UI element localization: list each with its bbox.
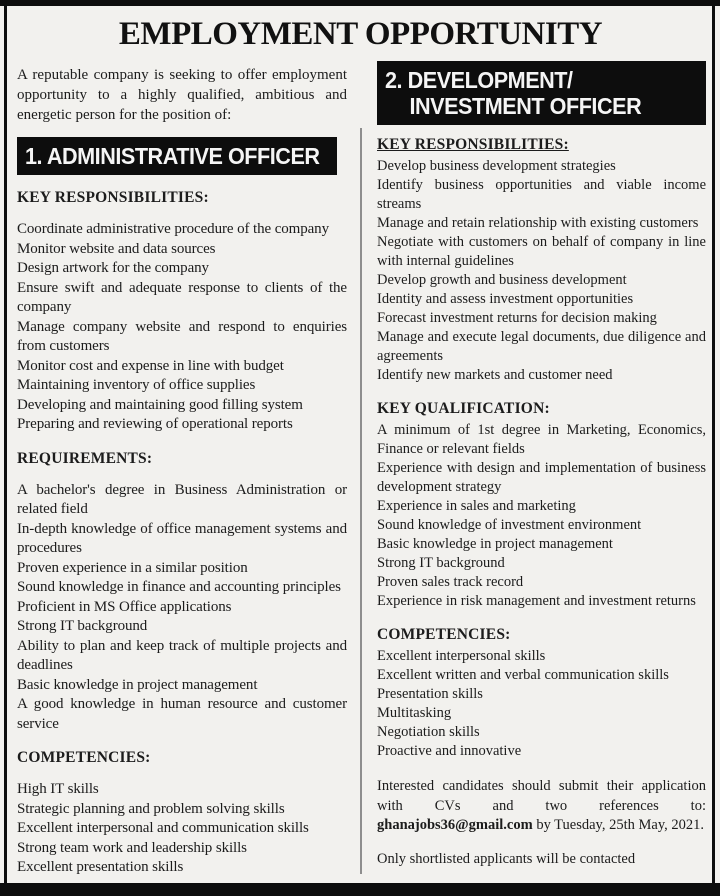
list-item: Ability to plan and keep track of multiple projects and deadlines: [17, 637, 347, 673]
list-item: Negotiation skills: [377, 724, 480, 740]
section-heading: COMPETENCIES:: [377, 626, 511, 643]
list-item: Experience with design and implementation of business development strategy: [377, 460, 706, 495]
list-item: Basic knowledge in project management: [377, 536, 613, 552]
job1-sections: [17, 188, 347, 878]
list-item: Strong team work and leadership skills: [17, 839, 247, 856]
section: [377, 399, 706, 611]
list-item: High IT skills: [17, 781, 99, 797]
section: [377, 135, 706, 385]
list-item: Strong IT background: [17, 618, 148, 634]
list-item: Presentation skills: [377, 686, 483, 702]
section: [17, 188, 347, 435]
list-item: Experience in risk management and investment returns: [377, 593, 696, 609]
list-item: Excellent interpersonal and communication skills: [17, 820, 309, 836]
list-item: A minimum of 1st degree in Marketing, Economics, Finance or relevant fields: [377, 422, 706, 457]
section: [377, 625, 706, 761]
section: [17, 449, 347, 735]
list-item: Develop business development strategies: [377, 158, 616, 174]
list-item: In-depth knowledge of office management systems and procedures: [17, 520, 347, 556]
shortlist-note: Only shortlisted applicants will be contacted: [377, 851, 636, 867]
list-item: Strategic planning and problem solving skills: [17, 800, 285, 817]
list-item: Sound knowledge of investment environment: [377, 517, 642, 533]
list-item: Excellent written and verbal communication skills: [377, 667, 669, 683]
list-item: A bachelor's degree in Business Administration or related field: [17, 481, 347, 517]
list-item: Experience in sales and marketing: [377, 498, 576, 514]
list-item: Developing and maintaining good filling system: [17, 396, 303, 413]
list-item: Identify business opportunities and viable income streams: [377, 177, 706, 212]
list-item: Multitasking: [377, 705, 452, 721]
section-heading: COMPETENCIES:: [17, 749, 151, 766]
list-item: Manage and execute legal documents, due diligence and agreements: [377, 329, 706, 364]
list-item: Proven experience in a similar position: [17, 559, 248, 576]
list-item: Proven sales track record: [377, 574, 524, 590]
section-heading: REQUIREMENTS:: [17, 449, 153, 467]
application-email: ghanajobs36@gmail.com: [377, 817, 533, 833]
job-title-box-development-investment-officer: [377, 61, 706, 125]
right-border: [712, 5, 715, 884]
section: [17, 748, 347, 878]
advert-content: [9, 6, 710, 883]
list-item: Monitor website and data sources: [17, 240, 216, 257]
column-development-investment-officer: [359, 61, 706, 883]
list-item: Excellent presentation skills: [17, 859, 184, 875]
list-item: Manage and retain relationship with existing customers: [377, 215, 699, 231]
application-instructions: [377, 777, 706, 836]
list-item: Develop growth and business development: [377, 272, 627, 288]
list-item: Forecast investment returns for decision making: [377, 310, 657, 326]
list-item: Identify new markets and customer need: [377, 367, 613, 383]
list-item: Preparing and reviewing of operational reports: [17, 416, 293, 432]
list-item: A good knowledge in human resource and customer service: [17, 696, 347, 732]
section-heading: KEY QUALIFICATION:: [377, 400, 550, 417]
list-item: Proficient in MS Office applications: [17, 598, 232, 615]
intro-paragraph: A reputable company is seeking to offer employment opportunity to a highly qualified, ambitious and energetic person for the position of:: [17, 67, 347, 123]
two-column-layout: [15, 61, 706, 883]
list-item: Strong IT background: [377, 555, 505, 571]
page-title: EMPLOYMENT OPPORTUNITY: [118, 16, 603, 52]
list-item: Monitor cost and expense in line with budget: [17, 357, 284, 374]
list-item: Identity and assess investment opportunities: [377, 291, 634, 307]
closing-text-after-email: by Tuesday, 25th May, 2021.: [532, 817, 705, 833]
list-item: Proactive and innovative: [377, 743, 522, 759]
closing-text-before-email: Interested candidates should submit their application with CVs and two references to:: [377, 778, 706, 814]
list-item: Basic knowledge in project management: [17, 676, 258, 693]
job2-title-line1: 2. DEVELOPMENT/: [385, 67, 573, 93]
list-item: Coordinate administrative procedure of the company: [17, 221, 329, 237]
job2-sections: [377, 135, 706, 761]
list-item: Negotiate with customers on behalf of company in line with internal guidelines: [377, 234, 706, 269]
left-border: [4, 5, 7, 884]
section-heading: KEY RESPONSIBILITIES:: [377, 136, 569, 153]
section-heading: KEY RESPONSIBILITIES:: [17, 189, 209, 206]
column-administrative-officer: [15, 61, 359, 883]
list-item: Maintaining inventory of office supplies: [17, 377, 256, 393]
list-item: Sound knowledge in finance and accounting principles: [17, 579, 341, 595]
list-item: Ensure swift and adequate response to clients of the company: [17, 279, 347, 315]
job-title-box-administrative-officer: [17, 137, 337, 175]
list-item: Excellent interpersonal skills: [377, 648, 546, 664]
job1-title-text: 1. ADMINISTRATIVE OFFICER: [25, 143, 320, 169]
list-item: Design artwork for the company: [17, 260, 209, 276]
list-item: Manage company website and respond to enquiries from customers: [17, 318, 347, 354]
bottom-border-bar: [0, 883, 720, 896]
job2-title-line2: INVESTMENT OFFICER: [409, 93, 642, 119]
